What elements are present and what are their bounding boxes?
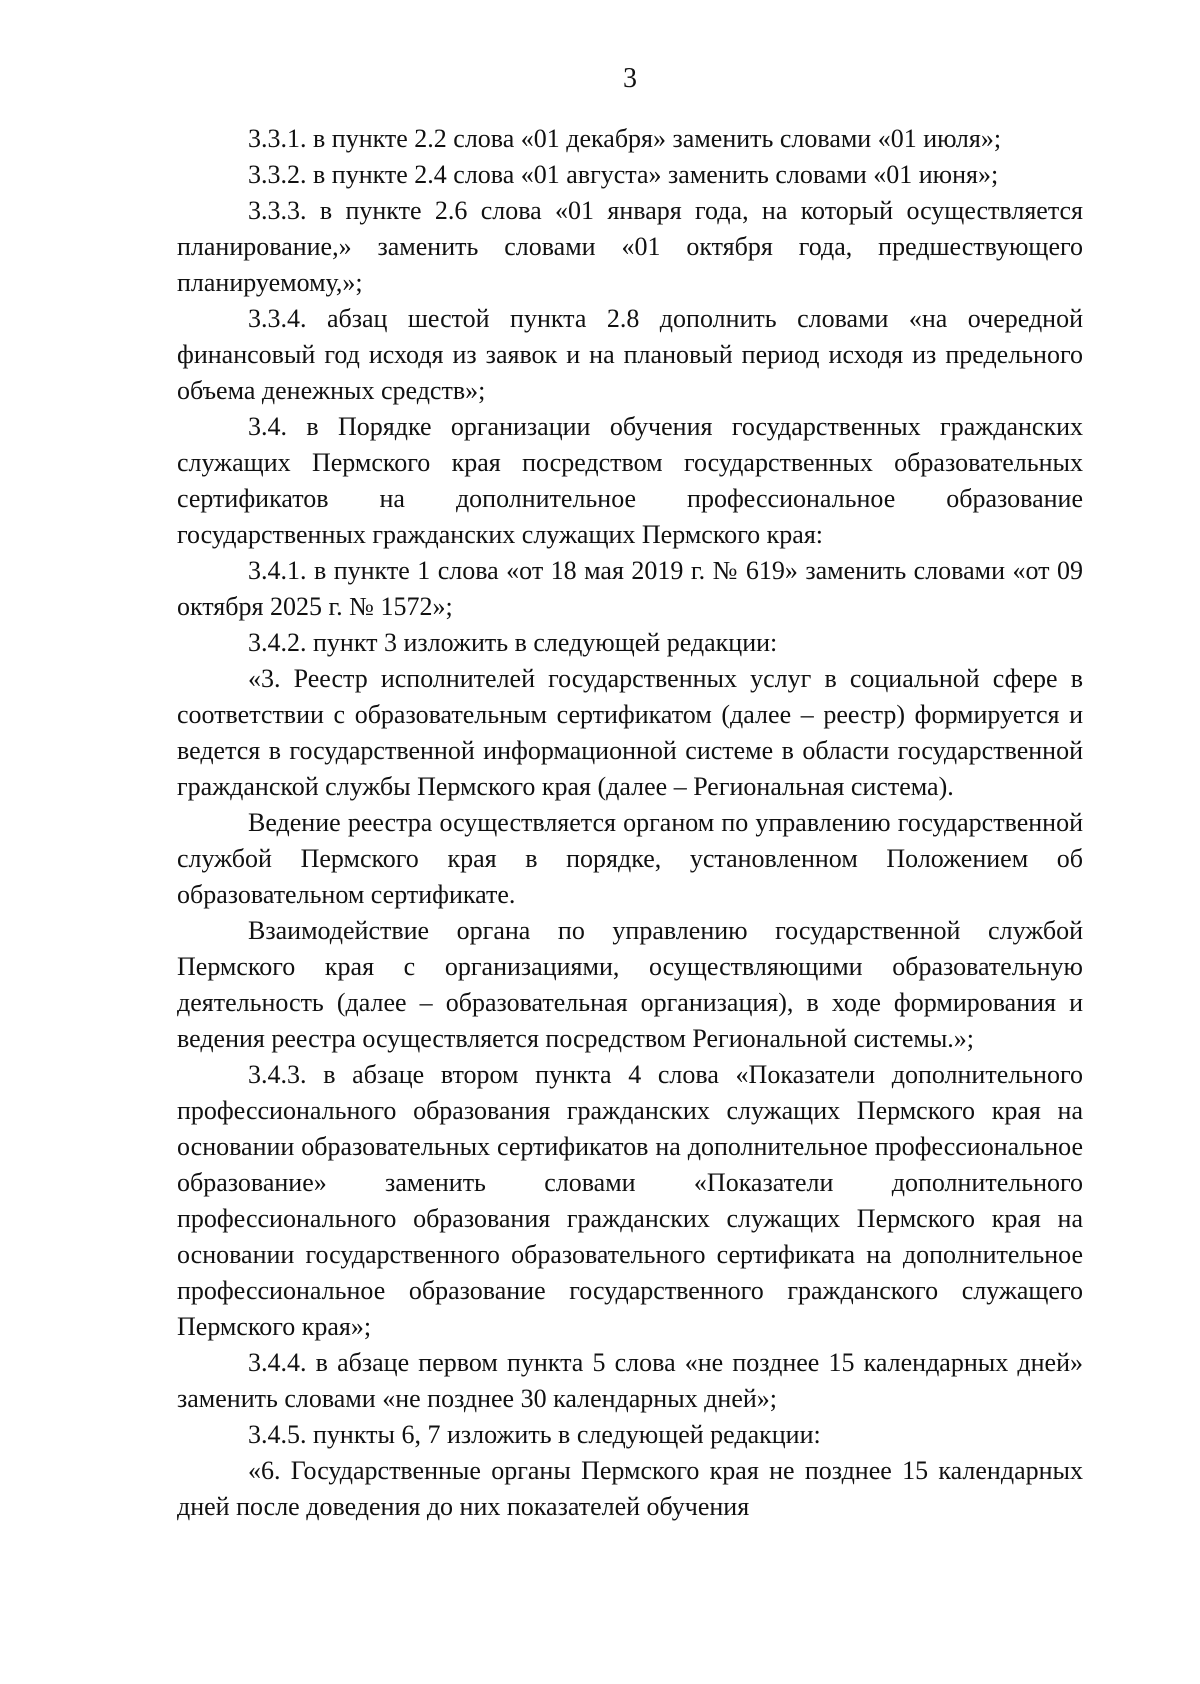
- paragraph-quote-3-registry: «3. Реестр исполнителей государственных услуг в социальной сфере в соответствии с образовательным сертификатом (далее – реестр) формируется и ведется в государственной информационной системе в области государственной гражданской службы Пермского края (далее – Региональная система).: [177, 664, 1083, 801]
- paragraph-3-4-2: 3.4.2. пункт 3 изложить в следующей редакции:: [248, 628, 778, 657]
- paragraph-3-3-2: 3.3.2. в пункте 2.4 слова «01 августа» заменить словами «01 июня»;: [248, 160, 999, 189]
- paragraph-3-3-3: 3.3.3. в пункте 2.6 слова «01 января года, на который осуществляется планирование,» заменить словами «01 октября года, предшествующего планируемому,»;: [177, 196, 1083, 297]
- paragraph-3-3-1: 3.3.1. в пункте 2.2 слова «01 декабря» заменить словами «01 июля»;: [248, 124, 1002, 153]
- paragraph-3-3-4: 3.3.4. абзац шестой пункта 2.8 дополнить словами «на очередной финансовый год исходя из заявок и на плановый период исходя из предельного объема денежных средств»;: [177, 304, 1083, 405]
- paragraph-3-4: 3.4. в Порядке организации обучения государственных гражданских служащих Пермского края посредством государственных образовательных сертификатов на дополнительное профессиональное образование государственных гражданских служащих Пермского края:: [177, 412, 1083, 549]
- paragraph-3-4-1: 3.4.1. в пункте 1 слова «от 18 мая 2019 г. № 619» заменить словами «от 09 октября 2025 г. № 1572»;: [177, 556, 1083, 621]
- document-body: [177, 121, 1083, 1525]
- paragraph-registry-maintenance: Ведение реестра осуществляется органом по управлению государственной службой Пермского края в порядке, установленном Положением об образовательном сертификате.: [177, 808, 1083, 909]
- page-number: 3: [623, 63, 637, 94]
- paragraph-interaction: Взаимодействие органа по управлению государственной службой Пермского края с организациями, осуществляющими образовательную деятельность (далее – образовательная организация), в ходе формирования и ведения реестра осуществляется посредством Региональной системы.»;: [177, 916, 1083, 1053]
- paragraph-quote-6: «6. Государственные органы Пермского края не позднее 15 календарных дней после доведения до них показателей обучения: [177, 1456, 1083, 1521]
- paragraph-3-4-4: 3.4.4. в абзаце первом пункта 5 слова «не позднее 15 календарных дней» заменить словами «не позднее 30 календарных дней»;: [177, 1348, 1083, 1413]
- paragraph-3-4-5: 3.4.5. пункты 6, 7 изложить в следующей редакции:: [248, 1420, 821, 1449]
- paragraph-3-4-3: 3.4.3. в абзаце втором пункта 4 слова «Показатели дополнительного профессионального образования гражданских служащих Пермского края на основании образовательных сертификатов на дополнительное профессиональное образование» заменить словами «Показатели дополнительного профессионального образования гражданских служащих Пермского края на основании государственного образовательного сертификата на дополнительное профессиональное образование государственного гражданского служащего Пермского края»;: [177, 1060, 1083, 1341]
